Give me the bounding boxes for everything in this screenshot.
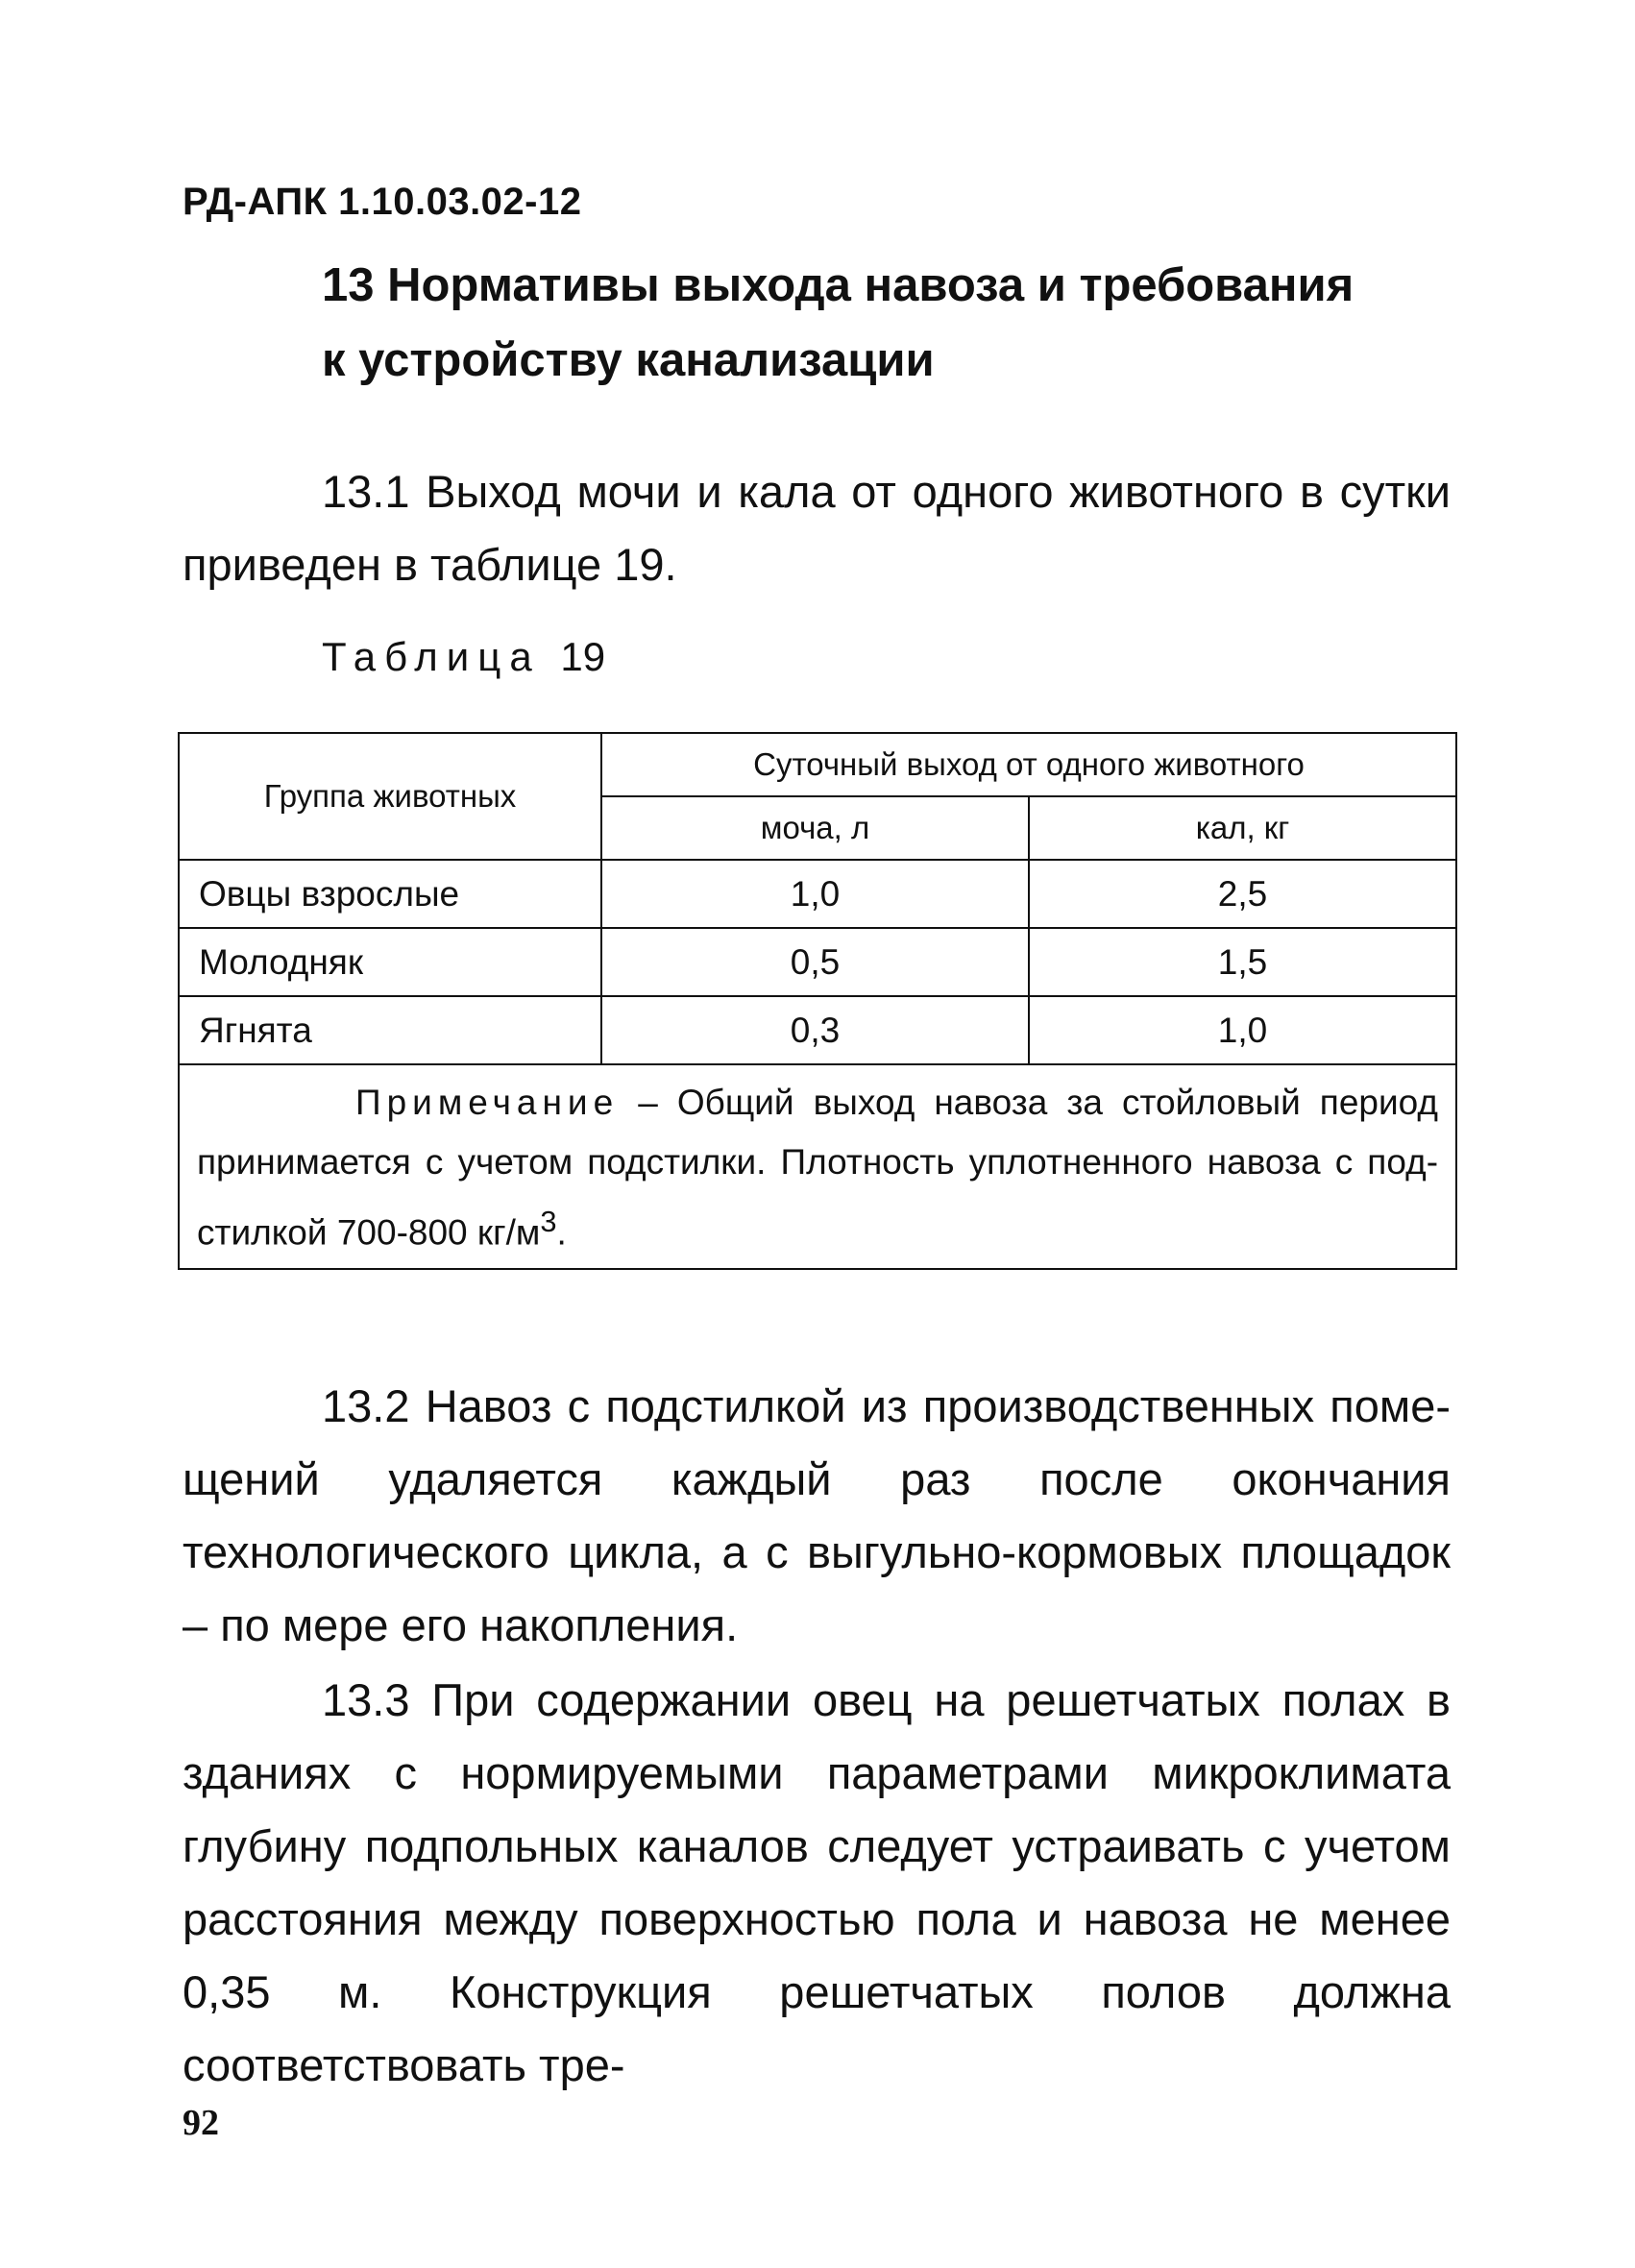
table-row — [179, 860, 1456, 928]
table-row — [179, 996, 1456, 1064]
paragraph-13-3: 13.3 При содержании овец на решетчатых полах в зданиях с нормируемыми параметрами микроклимата глубину подпольных каналов следует устраивать с учетом расстояния между поверхностью пола и навоза не менее 0,35 м. Конструкция решетчатых полов должна соответствовать тре- — [183, 1674, 1451, 2090]
note-superscript: 3 — [540, 1205, 557, 1238]
cell-group: Молодняк — [179, 928, 601, 996]
header-animal-group: Группа животных — [179, 733, 601, 860]
table-note — [179, 1064, 1456, 1269]
cell-feces: 1,5 — [1029, 928, 1456, 996]
section-title-line-1: 13 Нормативы выхода навоза и требования — [322, 259, 1354, 311]
cell-group: Ягнята — [179, 996, 601, 1064]
cell-urine: 1,0 — [601, 860, 1029, 928]
paragraph-13-2: 13.2 Навоз с подстилкой из производственных помещений удаляется каждый раз после окончания технологического цикла, а с выгульно-кормовых площадок – по мере его накопления. — [183, 1380, 1451, 1650]
cell-feces: 1,0 — [1029, 996, 1456, 1064]
section-title-line-2: к устройству канализации — [322, 334, 935, 386]
cell-urine: 0,3 — [601, 996, 1029, 1064]
cell-feces: 2,5 — [1029, 860, 1456, 928]
table-caption-label: Таблица — [322, 634, 541, 679]
note-label: Примечание — [355, 1083, 620, 1122]
cell-urine: 0,5 — [601, 928, 1029, 996]
table-caption-number: 19 — [560, 634, 606, 679]
manure-output-table — [178, 732, 1457, 1270]
header-feces: кал, кг — [1029, 796, 1456, 860]
section-title — [322, 248, 1455, 398]
table-row — [179, 928, 1456, 996]
note-text: – Общий выход навоза за стойловый период принимается с учетом подстилки. Плотность уплотненного навоза с подстилкой 700-800 кг/м — [197, 1083, 1439, 1253]
table-note-row — [179, 1064, 1456, 1269]
note-end: . — [556, 1212, 567, 1253]
paragraph-13-1: 13.1 Выход мочи и кала от одного животного в сутки приведен в таблице 19. — [183, 466, 1451, 590]
table-caption — [322, 634, 605, 680]
cell-group: Овцы взрослые — [179, 860, 601, 928]
header-daily-output: Суточный выход от одного животного — [601, 733, 1456, 796]
document-code: РД-АПК 1.10.03.02-12 — [183, 181, 582, 223]
page-number: 92 — [183, 2103, 219, 2143]
header-urine: моча, л — [601, 796, 1029, 860]
